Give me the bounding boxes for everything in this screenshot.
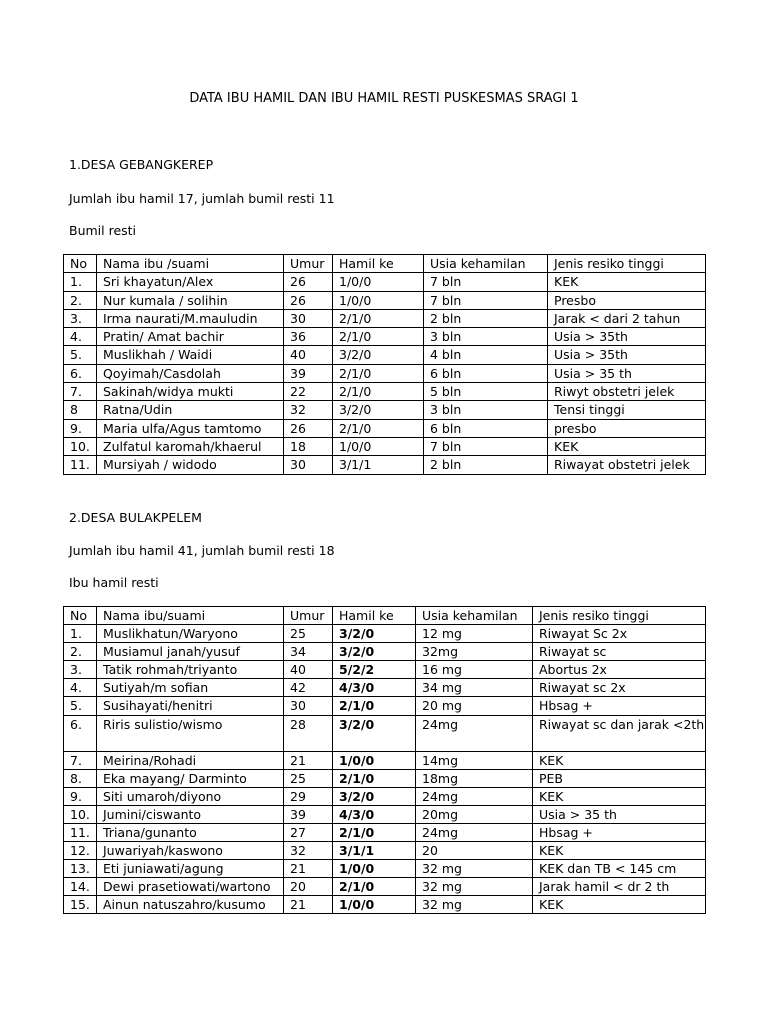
cell-col-no: 3.	[64, 661, 97, 679]
cell-col-hamil-ke: 3/2/0	[333, 715, 416, 751]
cell-col-usia-kehamilan: 5 bln	[424, 383, 548, 401]
cell-col-hamil-ke: 1/0/0	[333, 860, 416, 878]
cell-col-usia-kehamilan: 7 bln	[424, 291, 548, 309]
cell-col-hamil-ke: 3/2/0	[333, 625, 416, 643]
table-row	[64, 787, 706, 805]
cell-col-umur: 21	[284, 751, 333, 769]
cell-col-nama: Siti umaroh/diyono	[97, 787, 284, 805]
cell-col-usia-kehamilan: 20	[416, 842, 533, 860]
table-row	[64, 823, 706, 841]
cell-col-no: 2.	[64, 291, 97, 309]
header-col-jenis-resiko: Jenis resiko tinggi	[548, 255, 706, 273]
cell-col-usia-kehamilan: 16 mg	[416, 661, 533, 679]
table-row	[64, 456, 706, 474]
cell-col-umur: 30	[284, 697, 333, 715]
cell-col-nama: Eti juniawati/agung	[97, 860, 284, 878]
table-row	[64, 273, 706, 291]
cell-col-no: 9.	[64, 419, 97, 437]
cell-col-jenis-resiko: KEK	[533, 842, 706, 860]
cell-col-hamil-ke: 2/1/0	[333, 823, 416, 841]
cell-col-usia-kehamilan: 20 mg	[416, 697, 533, 715]
table-row	[64, 437, 706, 455]
table-row	[64, 842, 706, 860]
table-row	[64, 805, 706, 823]
cell-col-nama: Muslikhatun/Waryono	[97, 625, 284, 643]
cell-col-hamil-ke: 1/0/0	[333, 896, 416, 914]
cell-col-nama: Juwariyah/kaswono	[97, 842, 284, 860]
cell-col-jenis-resiko: KEK	[533, 896, 706, 914]
cell-col-usia-kehamilan: 3 bln	[424, 401, 548, 419]
table-gebangkerep	[63, 254, 706, 475]
cell-col-usia-kehamilan: 20mg	[416, 805, 533, 823]
cell-col-umur: 25	[284, 625, 333, 643]
section1-heading: 1.DESA GEBANGKEREP	[69, 157, 214, 172]
cell-col-usia-kehamilan: 32 mg	[416, 878, 533, 896]
cell-col-umur: 30	[284, 309, 333, 327]
cell-col-umur: 21	[284, 896, 333, 914]
cell-col-umur: 27	[284, 823, 333, 841]
cell-col-jenis-resiko: Usia > 35 th	[533, 805, 706, 823]
cell-col-umur: 18	[284, 437, 333, 455]
cell-col-umur: 39	[284, 805, 333, 823]
cell-col-jenis-resiko: Jarak hamil < dr 2 th	[533, 878, 706, 896]
cell-col-no: 3.	[64, 309, 97, 327]
table-row	[64, 625, 706, 643]
cell-col-no: 12.	[64, 842, 97, 860]
cell-col-nama: Irma naurati/M.mauludin	[97, 309, 284, 327]
cell-col-jenis-resiko: Usia > 35th	[548, 328, 706, 346]
cell-col-hamil-ke: 2/1/0	[333, 364, 424, 382]
cell-col-umur: 42	[284, 679, 333, 697]
cell-col-nama: Riris sulistio/wismo	[97, 715, 284, 751]
cell-col-no: 4.	[64, 328, 97, 346]
section2-summary: Jumlah ibu hamil 41, jumlah bumil resti 18	[69, 543, 335, 558]
cell-col-no: 5.	[64, 697, 97, 715]
cell-col-hamil-ke: 3/2/0	[333, 643, 416, 661]
cell-col-nama: Jumini/ciswanto	[97, 805, 284, 823]
cell-col-umur: 40	[284, 346, 333, 364]
cell-col-nama: Nur kumala / solihin	[97, 291, 284, 309]
header-col-umur: Umur	[284, 255, 333, 273]
cell-col-umur: 26	[284, 273, 333, 291]
table-header-row	[64, 607, 706, 625]
table-row	[64, 860, 706, 878]
cell-col-jenis-resiko: Presbo	[548, 291, 706, 309]
cell-col-nama: Susihayati/henitri	[97, 697, 284, 715]
cell-col-hamil-ke: 1/0/0	[333, 291, 424, 309]
table-row	[64, 643, 706, 661]
header-col-jenis-resiko: Jenis resiko tinggi	[533, 607, 706, 625]
cell-col-hamil-ke: 3/1/1	[333, 456, 424, 474]
cell-col-jenis-resiko: Riwayat sc dan jarak <2th	[533, 715, 706, 751]
cell-col-usia-kehamilan: 7 bln	[424, 273, 548, 291]
cell-col-usia-kehamilan: 2 bln	[424, 309, 548, 327]
cell-col-no: 5.	[64, 346, 97, 364]
cell-col-no: 7.	[64, 383, 97, 401]
document-title: DATA IBU HAMIL DAN IBU HAMIL RESTI PUSKESMAS SRAGI 1	[189, 91, 579, 106]
cell-col-nama: Tatik rohmah/triyanto	[97, 661, 284, 679]
cell-col-nama: Maria ulfa/Agus tamtomo	[97, 419, 284, 437]
cell-col-jenis-resiko: Usia > 35 th	[548, 364, 706, 382]
cell-col-usia-kehamilan: 4 bln	[424, 346, 548, 364]
cell-col-hamil-ke: 1/0/0	[333, 751, 416, 769]
cell-col-jenis-resiko: KEK	[548, 273, 706, 291]
cell-col-no: 7.	[64, 751, 97, 769]
cell-col-umur: 36	[284, 328, 333, 346]
cell-col-no: 6.	[64, 715, 97, 751]
cell-col-nama: Sri khayatun/Alex	[97, 273, 284, 291]
cell-col-jenis-resiko: KEK	[533, 787, 706, 805]
table-row	[64, 697, 706, 715]
cell-col-jenis-resiko: Riwayat obstetri jelek	[548, 456, 706, 474]
cell-col-no: 9.	[64, 787, 97, 805]
cell-col-umur: 26	[284, 291, 333, 309]
header-col-usia-kehamilan: Usia kehamilan	[416, 607, 533, 625]
cell-col-no: 1.	[64, 273, 97, 291]
cell-col-nama: Eka mayang/ Darminto	[97, 769, 284, 787]
cell-col-hamil-ke: 2/1/0	[333, 697, 416, 715]
cell-col-no: 15.	[64, 896, 97, 914]
cell-col-hamil-ke: 2/1/0	[333, 328, 424, 346]
cell-col-jenis-resiko: KEK	[533, 751, 706, 769]
cell-col-usia-kehamilan: 34 mg	[416, 679, 533, 697]
table-row	[64, 364, 706, 382]
section1-summary: Jumlah ibu hamil 17, jumlah bumil resti 11	[69, 191, 335, 206]
cell-col-umur: 20	[284, 878, 333, 896]
cell-col-umur: 32	[284, 401, 333, 419]
cell-col-nama: Qoyimah/Casdolah	[97, 364, 284, 382]
header-col-hamil-ke: Hamil ke	[333, 255, 424, 273]
table-row	[64, 661, 706, 679]
cell-col-no: 8	[64, 401, 97, 419]
cell-col-nama: Ratna/Udin	[97, 401, 284, 419]
cell-col-umur: 25	[284, 769, 333, 787]
cell-col-usia-kehamilan: 12 mg	[416, 625, 533, 643]
cell-col-jenis-resiko: KEK dan TB < 145 cm	[533, 860, 706, 878]
cell-col-jenis-resiko: Tensi tinggi	[548, 401, 706, 419]
table-row	[64, 291, 706, 309]
table-row	[64, 679, 706, 697]
cell-col-no: 8.	[64, 769, 97, 787]
table-row	[64, 401, 706, 419]
cell-col-hamil-ke: 3/2/0	[333, 787, 416, 805]
cell-col-umur: 29	[284, 787, 333, 805]
cell-col-jenis-resiko: Riwayat sc 2x	[533, 679, 706, 697]
cell-col-usia-kehamilan: 14mg	[416, 751, 533, 769]
section1-subheading: Bumil resti	[69, 223, 137, 238]
cell-col-umur: 40	[284, 661, 333, 679]
cell-col-hamil-ke: 3/2/0	[333, 346, 424, 364]
header-col-usia-kehamilan: Usia kehamilan	[424, 255, 548, 273]
cell-col-no: 11.	[64, 456, 97, 474]
cell-col-no: 10.	[64, 805, 97, 823]
cell-col-hamil-ke: 2/1/0	[333, 309, 424, 327]
cell-col-jenis-resiko: Jarak < dari 2 tahun	[548, 309, 706, 327]
cell-col-nama: Ainun natuszahro/kusumo	[97, 896, 284, 914]
cell-col-usia-kehamilan: 7 bln	[424, 437, 548, 455]
cell-col-usia-kehamilan: 24mg	[416, 715, 533, 751]
cell-col-jenis-resiko: Usia > 35th	[548, 346, 706, 364]
cell-col-umur: 39	[284, 364, 333, 382]
cell-col-no: 13.	[64, 860, 97, 878]
table-row	[64, 419, 706, 437]
cell-col-jenis-resiko: Abortus 2x	[533, 661, 706, 679]
cell-col-hamil-ke: 1/0/0	[333, 273, 424, 291]
table-row	[64, 346, 706, 364]
table-row	[64, 751, 706, 769]
cell-col-usia-kehamilan: 32 mg	[416, 860, 533, 878]
cell-col-no: 2.	[64, 643, 97, 661]
cell-col-jenis-resiko: PEB	[533, 769, 706, 787]
cell-col-usia-kehamilan: 6 bln	[424, 364, 548, 382]
cell-col-hamil-ke: 2/1/0	[333, 769, 416, 787]
table-header-row	[64, 255, 706, 273]
cell-col-usia-kehamilan: 32mg	[416, 643, 533, 661]
table-row	[64, 769, 706, 787]
cell-col-umur: 22	[284, 383, 333, 401]
cell-col-umur: 21	[284, 860, 333, 878]
cell-col-jenis-resiko: Riwayat sc	[533, 643, 706, 661]
cell-col-hamil-ke: 3/2/0	[333, 401, 424, 419]
cell-col-nama: Mursiyah / widodo	[97, 456, 284, 474]
cell-col-umur: 26	[284, 419, 333, 437]
table-row	[64, 328, 706, 346]
cell-col-usia-kehamilan: 6 bln	[424, 419, 548, 437]
cell-col-usia-kehamilan: 3 bln	[424, 328, 548, 346]
cell-col-no: 4.	[64, 679, 97, 697]
cell-col-hamil-ke: 2/1/0	[333, 419, 424, 437]
cell-col-umur: 34	[284, 643, 333, 661]
cell-col-jenis-resiko: Riwayat Sc 2x	[533, 625, 706, 643]
cell-col-nama: Pratin/ Amat bachir	[97, 328, 284, 346]
header-col-nama: Nama ibu/suami	[97, 607, 284, 625]
cell-col-nama: Sakinah/widya mukti	[97, 383, 284, 401]
cell-col-umur: 28	[284, 715, 333, 751]
cell-col-jenis-resiko: Riwyt obstetri jelek	[548, 383, 706, 401]
cell-col-jenis-resiko: Hbsag +	[533, 823, 706, 841]
cell-col-nama: Zulfatul karomah/khaerul	[97, 437, 284, 455]
header-col-hamil-ke: Hamil ke	[333, 607, 416, 625]
cell-col-hamil-ke: 4/3/0	[333, 805, 416, 823]
header-col-no: No	[64, 607, 97, 625]
cell-col-hamil-ke: 2/1/0	[333, 383, 424, 401]
table-row	[64, 383, 706, 401]
cell-col-nama: Meirina/Rohadi	[97, 751, 284, 769]
cell-col-no: 10.	[64, 437, 97, 455]
header-col-no: No	[64, 255, 97, 273]
cell-col-nama: Muslikhah / Waidi	[97, 346, 284, 364]
cell-col-usia-kehamilan: 18mg	[416, 769, 533, 787]
cell-col-no: 11.	[64, 823, 97, 841]
cell-col-usia-kehamilan: 24mg	[416, 787, 533, 805]
cell-col-no: 6.	[64, 364, 97, 382]
cell-col-no: 1.	[64, 625, 97, 643]
cell-col-umur: 30	[284, 456, 333, 474]
table-bulakpelem	[63, 606, 706, 914]
cell-col-jenis-resiko: Hbsag +	[533, 697, 706, 715]
table-row	[64, 896, 706, 914]
cell-col-hamil-ke: 2/1/0	[333, 878, 416, 896]
table-row	[64, 878, 706, 896]
cell-col-nama: Musiamul janah/yusuf	[97, 643, 284, 661]
cell-col-jenis-resiko: KEK	[548, 437, 706, 455]
cell-col-hamil-ke: 5/2/2	[333, 661, 416, 679]
cell-col-usia-kehamilan: 32 mg	[416, 896, 533, 914]
cell-col-nama: Sutiyah/m sofian	[97, 679, 284, 697]
cell-col-jenis-resiko: presbo	[548, 419, 706, 437]
section2-heading: 2.DESA BULAKPELEM	[69, 510, 202, 525]
header-col-nama: Nama ibu /suami	[97, 255, 284, 273]
cell-col-hamil-ke: 1/0/0	[333, 437, 424, 455]
cell-col-nama: Dewi prasetiowati/wartono	[97, 878, 284, 896]
cell-col-usia-kehamilan: 2 bln	[424, 456, 548, 474]
cell-col-usia-kehamilan: 24mg	[416, 823, 533, 841]
section2-subheading: Ibu hamil resti	[69, 575, 159, 590]
cell-col-hamil-ke: 3/1/1	[333, 842, 416, 860]
cell-col-nama: Triana/gunanto	[97, 823, 284, 841]
table-row	[64, 309, 706, 327]
header-col-umur: Umur	[284, 607, 333, 625]
cell-col-hamil-ke: 4/3/0	[333, 679, 416, 697]
cell-col-no: 14.	[64, 878, 97, 896]
cell-col-umur: 32	[284, 842, 333, 860]
table-row	[64, 715, 706, 751]
